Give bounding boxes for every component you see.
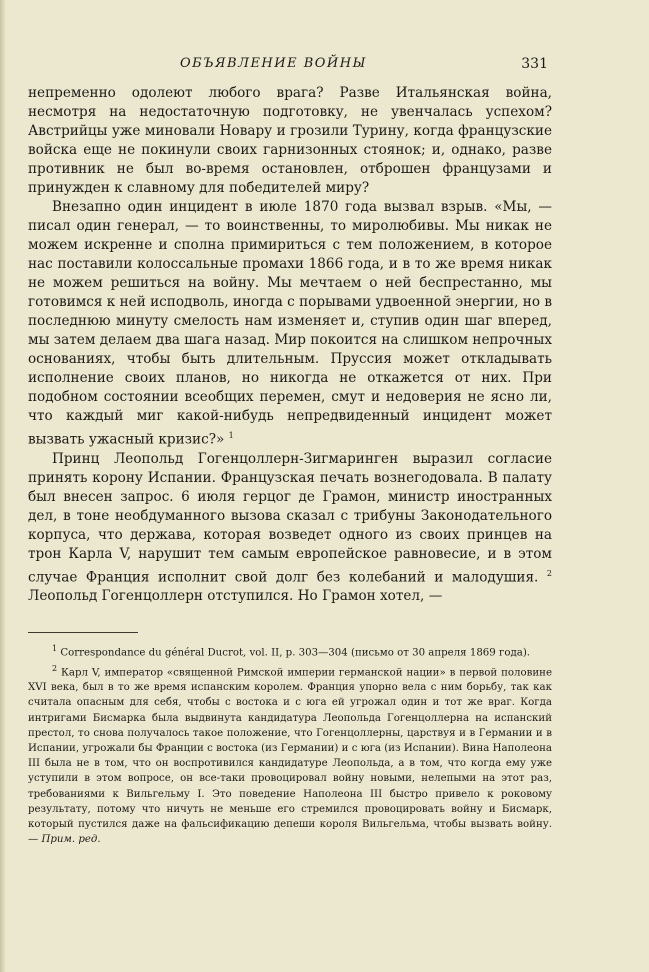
body-text — [28, 84, 552, 606]
running-head — [28, 56, 548, 76]
paragraph-3-tail: Леопольд Гогенцоллерн отступился. Но Грамон хотел, — — [28, 588, 443, 605]
paragraph-3-text: Принц Леопольд Гогенцоллерн-Зигмаринген выразил согласие принять корону Испании. Французская печать вознегодовала. В палату был внесен запрос. 6 июля герцог де Грамон, министр иностранных дел, в тоне необдуманного вызова сказал с трибуны Законодательного корпуса, что держава, которая возведет одного из своих принцев на трон Карла V, нарушит тем самым европейское равновесие, и в этом случае Франция исполнит свой долг без колебаний и малодушия. — [28, 450, 552, 586]
footnote-2-mark: 2 — [52, 663, 58, 673]
footnote-rule — [28, 632, 138, 633]
footnote-2-attribution: Прим. ред. — [41, 834, 101, 846]
paragraph-2-text: Внезапно один инцидент в июле 1870 года вызвал взрыв. «Мы, — писал один генерал, — то воинственны, то миролюбивы. Мы никак не можем искренне и сполна примириться с тем положением, в которое нас поставили колоссальные промахи 1866 года, и в то же время никак не можем решиться на войну. Мы мечтаем о ней беспрестанно, мы готовимся к ней исподволь, иногда с порывами удвоенной энергии, но в последнюю минуту смелость нам изменяет и, ступив один шаг вперед, мы затем делаем два шага назад. Мир покоится на слишком непрочных основаниях, чтобы быть длительным. Пруссия может откладывать исполнение своих планов, но никогда не откажется от них. При подобном состоянии всеобщих перемен, смут и недоверия не ясно ли, что каждый миг какой-нибудь непредвиденный инцидент может вызвать ужасный кризис?» — [28, 199, 553, 448]
footnote-ref-1[interactable]: 1 — [228, 431, 234, 440]
footnote-2: $^2$ Карл V, император «священной Римской империи германской нации» в первой половине XVI века, был в то же время испанским королем. Франция упорно вела с ним борьбу, так как считала опасным для себя, чтобы с востока и с юга ей угрожал один и тот же враг. Когда интригами Бисмарка была выдвинута кандидатура Леопольда Гогенцоллерна на испанский престол, то снова получалось такое положение, что Гогенцоллерны, царствуя и в Германии и в Испании, угрожали бы Франции с востока (из Германии) и с юга (из Испании). Вина Наполеона III была не в том, что он воспротивился кандидатуре Леопольда, а в том, что когда ему уже уступили в этом вопросе, он все-таки провоцировал войну новыми, нелепыми на этот раз, требованиями к Вильгельму I. Это поведение Наполеона III быстро привело к роковому результату, потому что ничуть не меньше его стремился провоцировать войну и Бисмарк, который пустился даже на фальсификацию депеши короля Вильгельма, чтобы вызвать войну. — Прим. ред. — [28, 663, 552, 846]
paragraph-1-text: непременно одолеют любого врага? Разве Итальянская война, несмотря на недостаточную подготовку, не увенчалась успехом? Австрийцы уже миновали Новару и грозили Турину, когда французские войска еще не покинули своих гарнизонных стоянок; и, однако, разве противник не был во-время остановлен, отброшен французами и принужден к славному для победителей миру? — [28, 85, 552, 196]
footnote-1 — [28, 641, 552, 661]
footnote-ref-2[interactable]: 2 — [546, 568, 552, 578]
paragraph-3 — [28, 450, 552, 607]
footnote-1-mark: 1 — [52, 644, 58, 653]
footnotes — [28, 641, 552, 847]
paragraph-2 — [28, 198, 552, 450]
running-head-title: ОБЪЯВЛЕНИЕ ВОЙНЫ — [180, 56, 367, 71]
footnote-1-text: Correspondance du général Ducrot, vol. II, p. 303—304 (письмо от 30 апреля 1869 года). — [60, 647, 531, 659]
footnote-2-text: Карл V, император «священной Римской империи германской нации» в первой половине XVI века, был в то же время испанским королем. Франция упорно вела с ним борьбу, так как считала опасным для себя, чтобы с востока и с юга ей угрожал один и тот же враг. Когда интригами Бисмарка была выдвинута кандидатура Леопольда Гогенцоллерна на испанский престол, то снова получалось такое положение, что Гогенцоллерны, царствуя и в Германии и в Испании, угрожали бы Франции с востока (из Германии) и с юга (из Испании). Вина Наполеона III была не в том, что он воспротивился кандидатуре Леопольда, а в том, что когда ему уже уступили в этом вопросе, он все-таки провоцировал войну новыми, нелепыми на этот раз, требованиями к Вильгельму I. Это поведение Наполеона III быстро привело к роковому результату, потому что ничуть не меньше его стремился провоцировать войну и Бисмарк, который пустился даже на фальсификацию депеши короля Вильгельма, чтобы вызвать войну. — [28, 666, 552, 831]
page-edge-shadow — [0, 0, 6, 972]
page-number: 331 — [521, 56, 548, 72]
paragraph-1 — [28, 84, 552, 198]
